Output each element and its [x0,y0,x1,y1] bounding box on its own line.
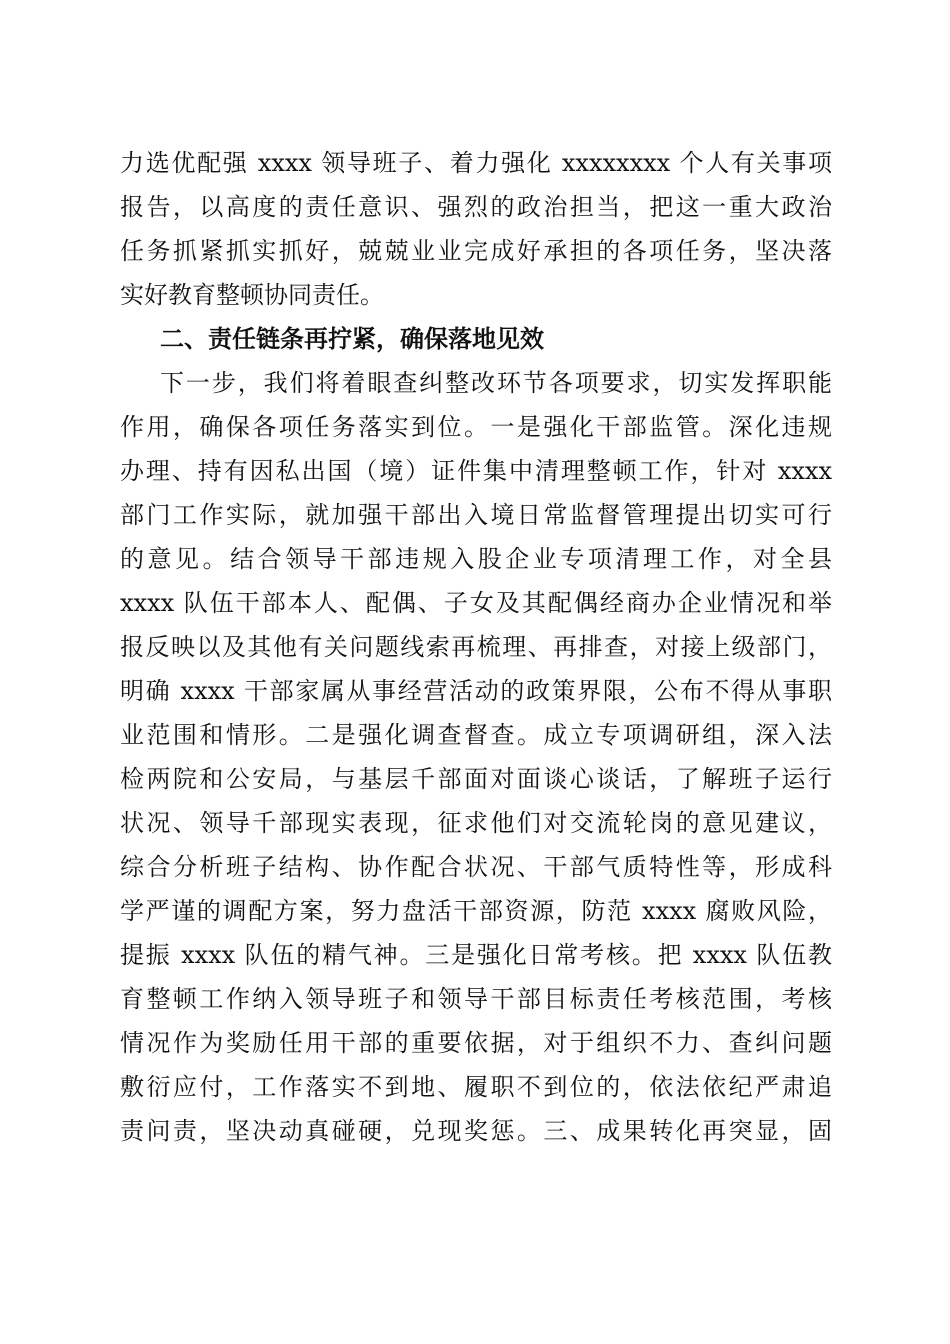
paragraph-line: 报反映以及其他有关问题线索再梳理、再排查，对接上级部门， [120,633,832,661]
paragraph-line: 力选优配强 xxxx 领导班子、着力强化 xxxxxxxx 个人有关事项 [120,149,832,177]
paragraph-line: 任务抓紧抓实抓好，兢兢业业完成好承担的各项任务，坚决落 [120,237,832,265]
paragraph-line: 业范围和情形。二是强化调查督查。成立专项调研组，深入法 [120,721,832,749]
paragraph-line: 的意见。结合领导干部违规入股企业专项清理工作，对全县 [120,545,832,573]
paragraph-line: 情况作为奖励任用干部的重要依据，对于组织不力、查纠问题 [120,1029,832,1057]
paragraph-line: 综合分析班子结构、协作配合状况、干部气质特性等，形成科 [120,853,832,881]
paragraph-line: xxxx 队伍干部本人、配偶、子女及其配偶经商办企业情况和举 [120,589,832,617]
paragraph-line: 学严谨的调配方案，努力盘活干部资源，防范 xxxx 腐败风险， [120,897,832,925]
paragraph-line: 责问责，坚决动真碰硬，兑现奖惩。三、成果转化再突显，固 [120,1117,832,1145]
paragraph-line: 检两院和公安局，与基层千部面对面谈心谈话，了解班子运行 [120,765,832,793]
section-heading: 二、责任链条再拧紧，确保落地见效 [160,325,544,353]
paragraph-line: 状况、领导千部现实表现，征求他们对交流轮岗的意见建议， [120,809,832,837]
paragraph-line: 下一步，我们将着眼查纠整改环节各项要求，切实发挥职能 [160,369,832,397]
paragraph-line: 实好教育整顿协同责任。 [120,281,384,309]
paragraph-line: 明确 xxxx 干部家属从事经营活动的政策界限，公布不得从事职 [120,677,832,705]
paragraph-line: 部门工作实际，就加强干部出入境日常监督管理提出切实可行 [120,501,832,529]
paragraph-line: 提振 xxxx 队伍的精气神。三是强化日常考核。把 xxxx 队伍教 [120,941,832,969]
paragraph-line: 办理、持有因私出国（境）证件集中清理整顿工作，针对 xxxx [120,457,832,485]
paragraph-line: 作用，确保各项任务落实到位。一是强化干部监管。深化违规 [120,413,832,441]
paragraph-line: 育整顿工作纳入领导班子和领导干部目标责任考核范围，考核 [120,985,832,1013]
paragraph-line: 敷衍应付，工作落实不到地、履职不到位的，依法依纪严肃追 [120,1073,832,1101]
paragraph-line: 报告，以高度的责任意识、强烈的政治担当，把这一重大政治 [120,193,832,221]
